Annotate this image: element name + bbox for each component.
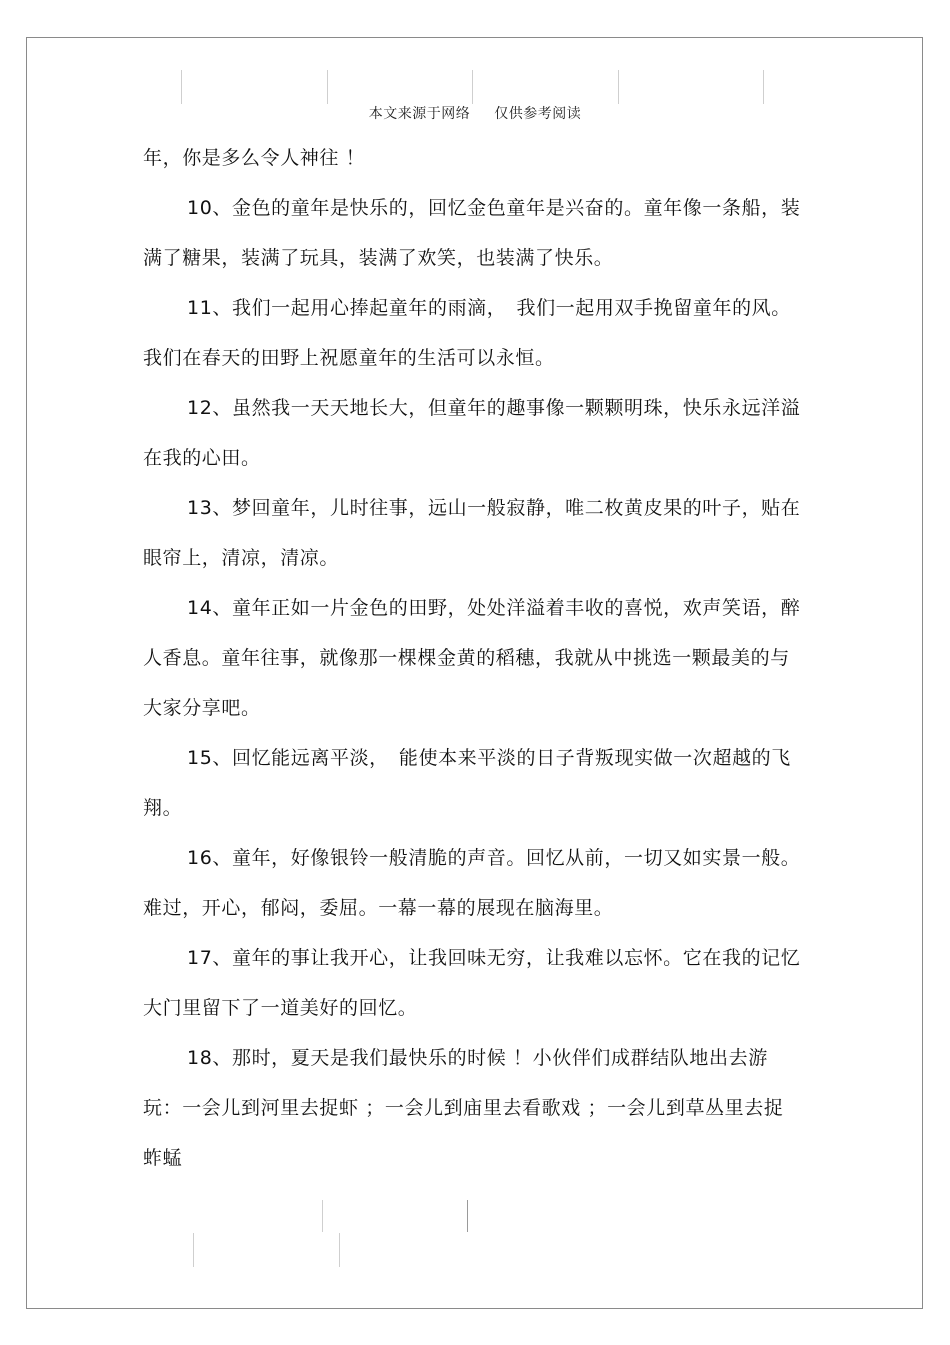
bottom-divider-line: [322, 1200, 323, 1232]
paragraph: 17、童年的事让我开心，让我回味无穷，让我难以忘怀。它在我的记忆大门里留下了一道美好的回忆。: [143, 947, 801, 1019]
bottom-divider-line: [193, 1233, 194, 1267]
paragraph: 14、童年正如一片金色的田野，处处洋溢着丰收的喜悦，欢声笑语，醉人香息。童年往事，就像那一棵棵金黄的稻穗，我就从中挑选一颗最美的与大家分享吧。: [143, 597, 801, 719]
top-divider-line: [181, 70, 182, 104]
top-divider-line: [618, 70, 619, 104]
header-source: 本文来源于网络: [368, 106, 471, 122]
header-note: 仅供参考阅读: [494, 106, 582, 122]
document-body: [143, 133, 803, 1183]
top-divider-line: [763, 70, 764, 104]
page-header: [0, 103, 950, 123]
paragraph: 18、那时，夏天是我们最快乐的时候 ！小伙伴们成群结队地出去游玩：一会儿到河里去捉虾 ；一会儿到庙里去看歌戏 ；一会儿到草丛里去捉蚱蜢: [143, 1047, 784, 1169]
bottom-divider-line: [467, 1200, 468, 1232]
paragraph: 12、虽然我一天天地长大，但童年的趣事像一颗颗明珠，快乐永远洋溢在我的心田。: [143, 397, 801, 469]
paragraph: 10、金色的童年是快乐的，回忆金色童年是兴奋的。童年像一条船，装满了糖果，装满了玩具，装满了欢笑，也装满了快乐。: [143, 197, 801, 269]
top-divider-line: [472, 70, 473, 104]
paragraph: 16、童年，好像银铃一般清脆的声音。回忆从前，一切又如实景一般。难过，开心，郁闷，委屈。一幕一幕的展现在脑海里。: [143, 847, 801, 919]
paragraph: 13、梦回童年，儿时往事，远山一般寂静，唯二枚黄皮果的叶子，贴在眼帘上，清凉，清凉。: [143, 497, 801, 569]
paragraph: 15、回忆能远离平淡， 能使本来平淡的日子背叛现实做一次超越的飞翔。: [143, 747, 791, 819]
paragraph: 11、我们一起用心捧起童年的雨滴， 我们一起用双手挽留童年的风。我们在春天的田野上祝愿童年的生活可以永恒。: [143, 297, 791, 369]
paragraph: 年，你是多么令人神往 ！: [143, 147, 366, 169]
bottom-divider-line: [339, 1233, 340, 1267]
top-divider-line: [327, 70, 328, 104]
